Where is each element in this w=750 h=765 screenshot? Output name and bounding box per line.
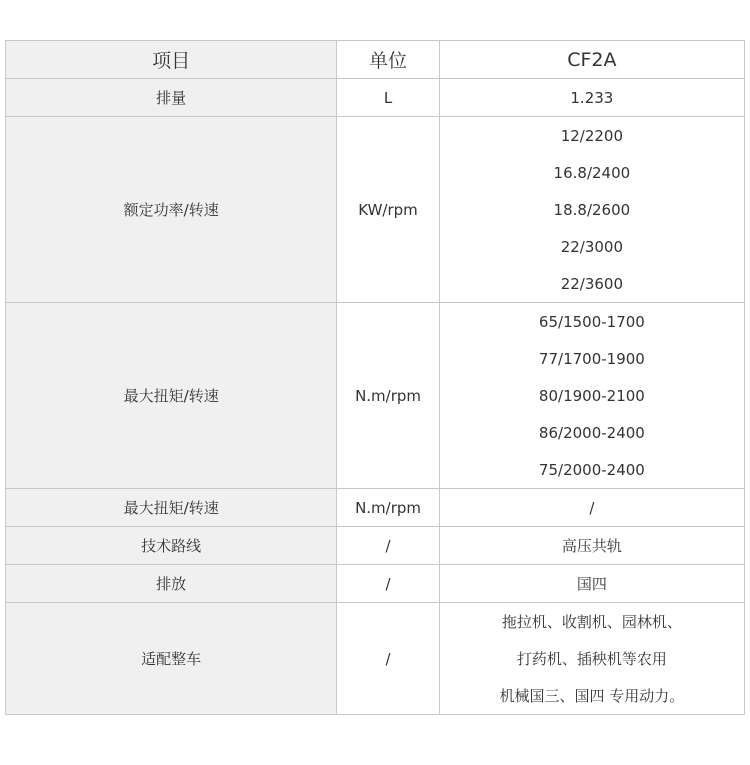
row-value-emission: 国四 — [439, 565, 744, 603]
row-label-technology: 技术路线 — [6, 527, 337, 565]
row-unit-max-torque: N.m/rpm — [337, 303, 439, 489]
rated-power-value: 12/2200 — [439, 117, 744, 155]
row-value-max-torque-2: / — [439, 489, 744, 527]
header-item: 项目 — [6, 41, 337, 79]
table-row — [6, 527, 745, 565]
max-torque-value: 77/1700-1900 — [439, 340, 744, 377]
spec-table — [5, 40, 745, 715]
row-value-technology: 高压共轨 — [439, 527, 744, 565]
row-label-emission: 排放 — [6, 565, 337, 603]
table-row — [6, 489, 745, 527]
row-unit-rated-power: KW/rpm — [337, 117, 439, 303]
row-unit-emission: / — [337, 565, 439, 603]
header-unit: 单位 — [337, 41, 439, 79]
max-torque-value: 65/1500-1700 — [439, 303, 744, 341]
rated-power-value: 18.8/2600 — [439, 191, 744, 228]
row-label-application: 适配整车 — [6, 603, 337, 715]
row-unit-application: / — [337, 603, 439, 715]
table-row — [6, 79, 745, 117]
application-line: 拖拉机、收割机、园林机、 — [439, 603, 744, 641]
application-line: 打药机、插秧机等农用 — [439, 640, 744, 677]
table-row — [6, 303, 745, 341]
row-value-displacement: 1.233 — [439, 79, 744, 117]
max-torque-value: 86/2000-2400 — [439, 414, 744, 451]
row-label-displacement: 排量 — [6, 79, 337, 117]
row-label-rated-power: 额定功率/转速 — [6, 117, 337, 303]
rated-power-value: 22/3600 — [439, 265, 744, 303]
table-row — [6, 603, 745, 641]
table-row — [6, 117, 745, 155]
row-label-max-torque-2: 最大扭矩/转速 — [6, 489, 337, 527]
row-unit-max-torque-2: N.m/rpm — [337, 489, 439, 527]
table-header-row — [6, 41, 745, 79]
row-unit-displacement: L — [337, 79, 439, 117]
row-unit-technology: / — [337, 527, 439, 565]
rated-power-value: 22/3000 — [439, 228, 744, 265]
table-row — [6, 565, 745, 603]
rated-power-value: 16.8/2400 — [439, 154, 744, 191]
max-torque-value: 80/1900-2100 — [439, 377, 744, 414]
row-label-max-torque: 最大扭矩/转速 — [6, 303, 337, 489]
application-line: 机械国三、国四 专用动力。 — [439, 677, 744, 715]
header-model: CF2A — [439, 41, 744, 79]
max-torque-value: 75/2000-2400 — [439, 451, 744, 489]
